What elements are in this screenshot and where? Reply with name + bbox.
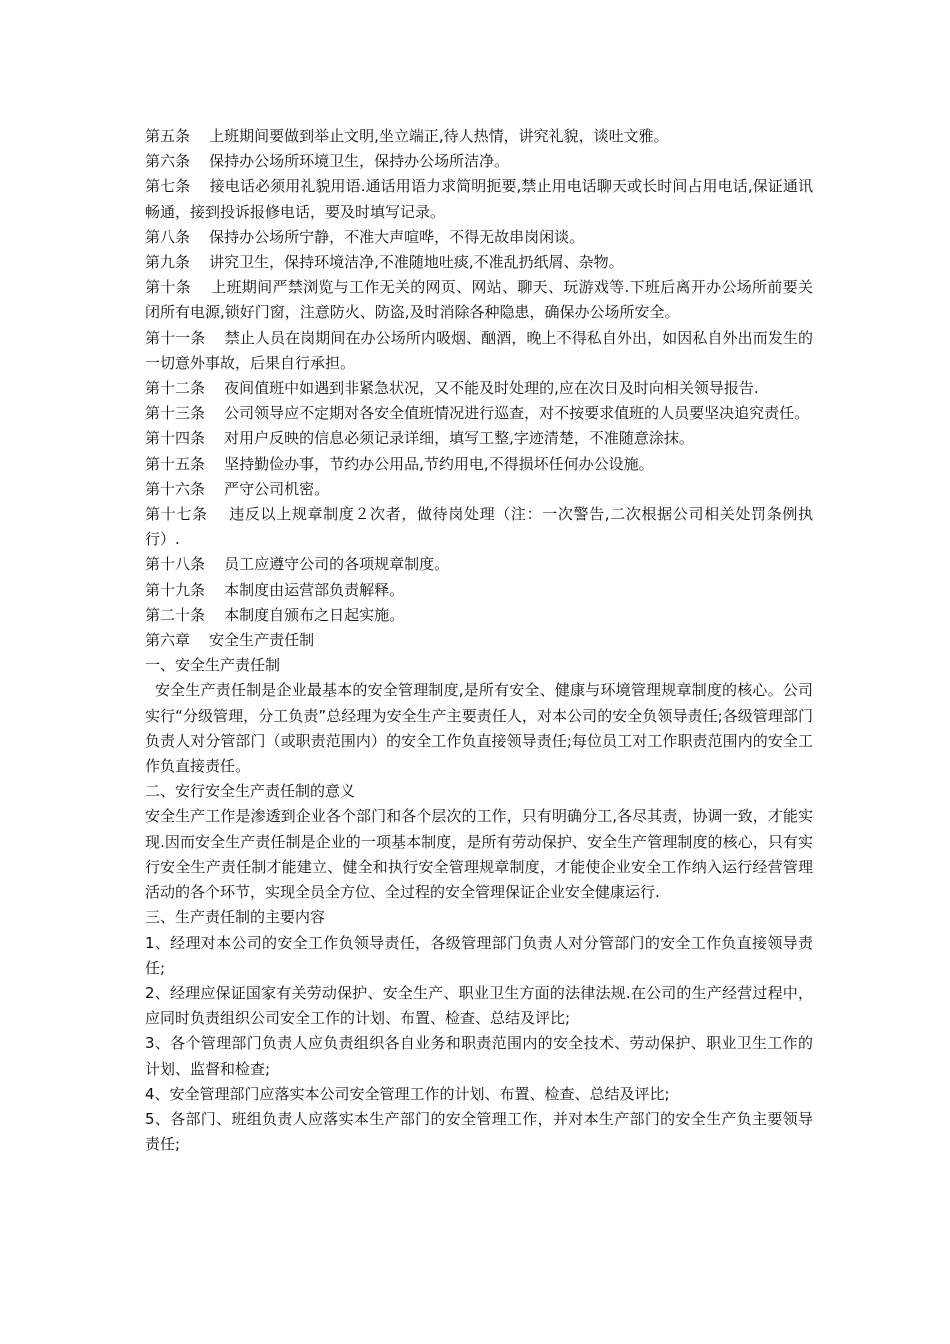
article-text: 禁止人员在岗期间在办公场所内吸烟、酗酒，晚上不得私自外出，如因私自外出而发生的一切意外事故，后果自行承担。 <box>145 328 813 372</box>
article-15 <box>145 452 813 477</box>
chapter-label: 第六章 <box>145 631 191 650</box>
article-text: 本制度由运营部负责解释。 <box>224 580 405 599</box>
article-text: 讲究卫生，保持环境洁净,不准随地吐痰,不准乱扔纸屑、杂物。 <box>209 253 624 272</box>
list-item: 2、经理应保证国家有关劳动保护、安全生产、职业卫生方面的法律法规.在公司的生产经营过程中，应同时负责组织公司安全工作的计划、布置、检查、总结及评比; <box>145 983 813 1028</box>
article-label: 第十条 <box>145 278 191 297</box>
document-page <box>145 124 813 1157</box>
article-label: 第十三条 <box>145 404 206 423</box>
article-5 <box>145 124 813 149</box>
article-label: 第十六条 <box>145 479 206 498</box>
article-13 <box>145 401 813 426</box>
article-label: 第十九条 <box>145 580 206 599</box>
list-item: 4、安全管理部门应落实本公司安全管理工作的计划、布置、检查、总结及评比; <box>145 1084 670 1103</box>
article-label: 第六条 <box>145 152 191 171</box>
section-heading: 三、生产责任制的主要内容 <box>145 908 326 927</box>
article-11 <box>145 326 813 376</box>
article-label: 第五条 <box>145 127 191 145</box>
article-label: 第八条 <box>145 227 191 246</box>
article-text: 严守公司机密。 <box>224 479 330 498</box>
article-label: 第十一条 <box>145 328 206 347</box>
article-label: 第十八条 <box>145 555 206 574</box>
article-text: 违反以上规章制度２次者，做待岗处理（注：一次警告,二次根据公司相关处罚条例执行）. <box>145 505 813 549</box>
article-9 <box>145 250 813 275</box>
article-18 <box>145 552 813 577</box>
section-body: 安全生产工作是渗透到企业各个部门和各个层次的工作，只有明确分工,各尽其责，协调一致，才能实现.因而安全生产责任制是企业的一项基本制度，是所有劳动保护、安全生产管理制度的核心，只有实行安全生产责任制才能建立、健全和执行安全管理规章制度，才能使企业安全工作纳入运行经营管理活动的各个环节，实现全员全方位、全过程的安全管理保证企业安全健康运行. <box>145 807 813 902</box>
section-body <box>145 678 813 779</box>
article-label: 第九条 <box>145 253 191 272</box>
section-body-text: 安全生产责任制是企业最基本的安全管理制度,是所有安全、健康与环境管理规章制度的核心。公司实行“分级管理，分工负责”总经理为安全生产主要责任人，对本公司的安全负领导责任;各级管理部门负责人对分管部门（或职责范围内）的安全工作负直接领导责任;每位员工对工作职责范围内的安全工作负直接责任。 <box>145 681 813 776</box>
article-label: 第十七条 <box>145 505 208 524</box>
article-16 <box>145 477 813 502</box>
article-text: 员工应遵守公司的各项规章制度。 <box>224 555 450 574</box>
article-label: 第二十条 <box>145 605 206 624</box>
section-heading: 一、安全生产责任制 <box>145 656 281 675</box>
article-6 <box>145 149 813 174</box>
article-text: 夜间值班中如遇到非紧急状况，又不能及时处理的,应在次日及时向相关领导报告. <box>224 379 759 398</box>
article-19 <box>145 578 813 603</box>
article-12 <box>145 376 813 401</box>
article-text: 公司领导应不定期对各安全值班情况进行巡查，对不按要求值班的人员要坚决追究责任。 <box>224 404 810 423</box>
chapter-title: 安全生产责任制 <box>209 631 315 650</box>
article-label: 第十五条 <box>145 454 206 473</box>
article-text: 上班期间要做到举止文明,坐立端正,待人热情，讲究礼貌，谈吐文雅。 <box>209 127 669 145</box>
section-heading: 二、安行安全生产责任制的意义 <box>145 782 356 801</box>
article-label: 第七条 <box>145 177 191 196</box>
article-text: 本制度自颁布之日起实施。 <box>224 605 405 624</box>
article-label: 第十四条 <box>145 429 206 448</box>
article-8 <box>145 225 813 250</box>
article-text: 坚持勤俭办事，节约办公用品,节约用电,不得损坏任何办公设施。 <box>224 454 654 473</box>
article-7 <box>145 174 813 224</box>
list-item: 5、各部门、班组负责人应落实本生产部门的安全管理工作，并对本生产部门的安全生产负主要领导责任; <box>145 1109 813 1154</box>
list-item: 1、经理对本公司的安全工作负领导责任，各级管理部门负责人对分管部门的安全工作负直接领导责任; <box>145 933 813 977</box>
article-17 <box>145 502 813 552</box>
article-10 <box>145 275 813 325</box>
article-20 <box>145 603 813 628</box>
list-item: 3、各个管理部门负责人应负责组织各自业务和职责范围内的安全技术、劳动保护、职业卫生工作的计划、监督和检查; <box>145 1034 813 1078</box>
article-text: 保持办公场所宁静，不准大声喧哗，不得无故串岗闲谈。 <box>209 227 585 246</box>
article-text: 保持办公场所环境卫生，保持办公场所洁净。 <box>209 152 510 171</box>
article-text: 对用户反映的信息必须记录详细，填写工整,字迹清楚，不准随意涂抹。 <box>224 429 694 448</box>
article-14 <box>145 426 813 451</box>
article-text: 接电话必须用礼貌用语.通话用语力求简明扼要,禁止用电话聊天或长时间占用电话,保证通讯畅通，接到投诉报修电话，要及时填写记录。 <box>145 177 813 221</box>
chapter-heading <box>145 628 813 653</box>
article-text: 上班期间严禁浏览与工作无关的网页、网站、聊天、玩游戏等.下班后离开办公场所前要关闭所有电源,锁好门窗，注意防火、防盗,及时消除各种隐患，确保办公场所安全。 <box>145 278 813 322</box>
article-label: 第十二条 <box>145 379 206 398</box>
